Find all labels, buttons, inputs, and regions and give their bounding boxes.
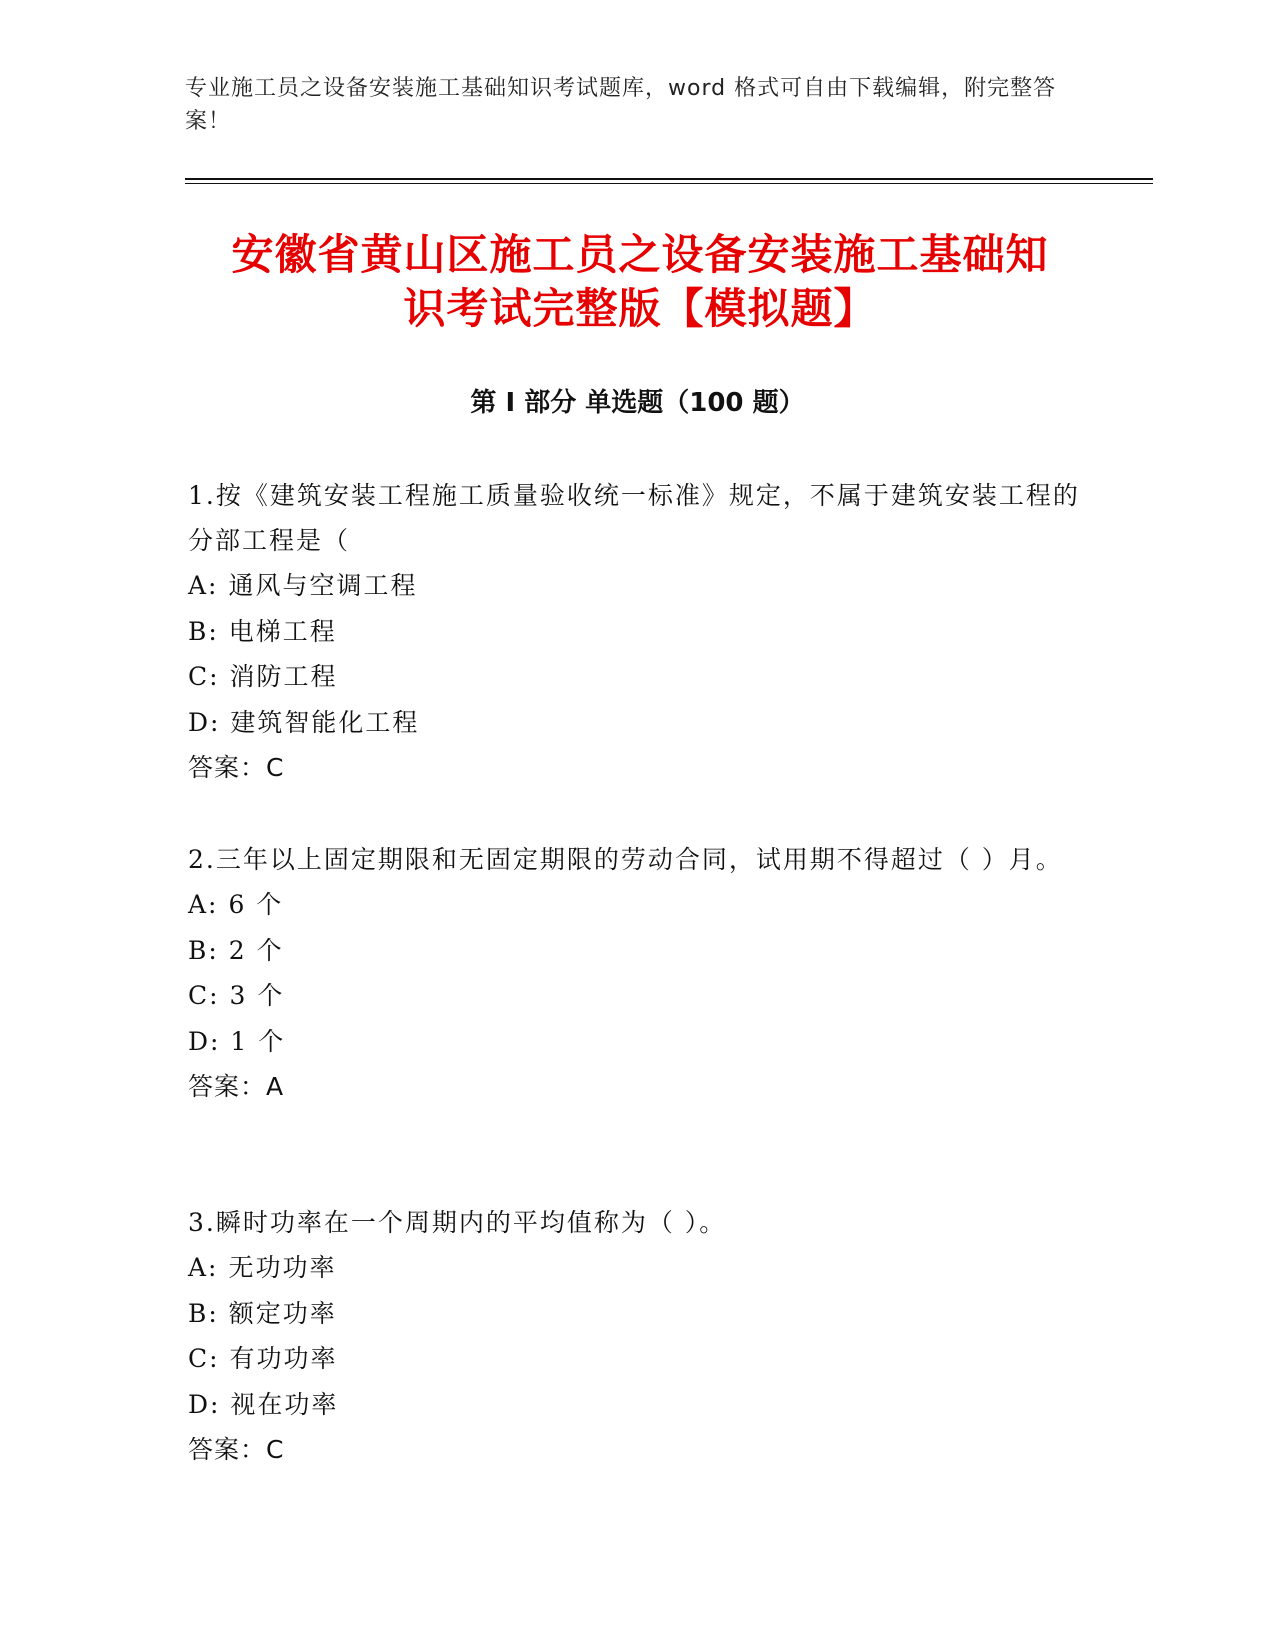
option-text: 额定功率 — [228, 1298, 337, 1328]
option-text: 通风与空调工程 — [228, 571, 418, 600]
option-text: 6 个 — [228, 890, 284, 919]
option-a — [188, 563, 1088, 609]
option-label: A: — [188, 890, 219, 919]
header-rule-thick — [185, 178, 1153, 180]
option-text: 无功功率 — [228, 1253, 337, 1282]
option-text: 3 个 — [229, 981, 285, 1010]
option-text: 建筑智能化工程 — [230, 707, 420, 737]
document-title — [180, 228, 1100, 336]
option-text: 1 个 — [230, 1026, 286, 1056]
header-rule-thin — [185, 183, 1153, 184]
option-d — [188, 1019, 1088, 1065]
answer: 答案：C — [188, 1435, 285, 1464]
question-1 — [188, 473, 1088, 791]
question-text: 2.三年以上固定期限和无固定期限的劳动合同，试用期不得超过（ ）月。 — [188, 845, 1063, 874]
question-3 — [188, 1200, 1088, 1473]
option-text: 消防工程 — [229, 662, 338, 691]
title-line-1: 安徽省黄山区施工员之设备安装施工基础知 — [231, 230, 1049, 279]
option-label: C: — [188, 662, 220, 691]
option-text: 视在功率 — [230, 1389, 339, 1419]
option-b — [188, 609, 1088, 655]
option-c — [188, 1336, 1088, 1382]
option-a — [188, 882, 1088, 928]
section-heading: 第 I 部分 单选题（100 题） — [470, 388, 805, 418]
option-label: D: — [188, 1026, 221, 1056]
answer: 答案：A — [188, 1072, 285, 1101]
question-text: 3.瞬时功率在一个周期内的平均值称为（ ）。 — [188, 1208, 727, 1237]
answer: 答案：C — [188, 753, 285, 782]
option-label: D: — [188, 1389, 221, 1419]
option-label: C: — [188, 981, 220, 1010]
option-b — [188, 928, 1088, 974]
option-b — [188, 1291, 1088, 1337]
option-a — [188, 1245, 1088, 1291]
option-text: 有功功率 — [229, 1344, 338, 1373]
option-d — [188, 700, 1088, 746]
question-2 — [188, 837, 1088, 1110]
option-label: D: — [188, 707, 221, 737]
option-text: 2 个 — [228, 935, 284, 965]
option-label: B: — [188, 616, 219, 646]
option-label: B: — [188, 935, 219, 965]
option-c — [188, 654, 1088, 700]
option-label: A: — [188, 1253, 219, 1282]
header-note: 专业施工员之设备安装施工基础知识考试题库，word 格式可自由下载编辑，附完整答案！ — [185, 76, 1057, 134]
option-d — [188, 1382, 1088, 1428]
option-label: B: — [188, 1298, 219, 1328]
question-text: 1.按《建筑安装工程施工质量验收统一标准》规定，不属于建筑安装工程的分部工程是（ — [188, 481, 1080, 555]
option-label: A: — [188, 571, 219, 600]
option-c — [188, 973, 1088, 1019]
option-text: 电梯工程 — [228, 616, 337, 646]
title-line-2: 识考试完整版【模拟题】 — [403, 284, 877, 333]
option-label: C: — [188, 1344, 220, 1373]
